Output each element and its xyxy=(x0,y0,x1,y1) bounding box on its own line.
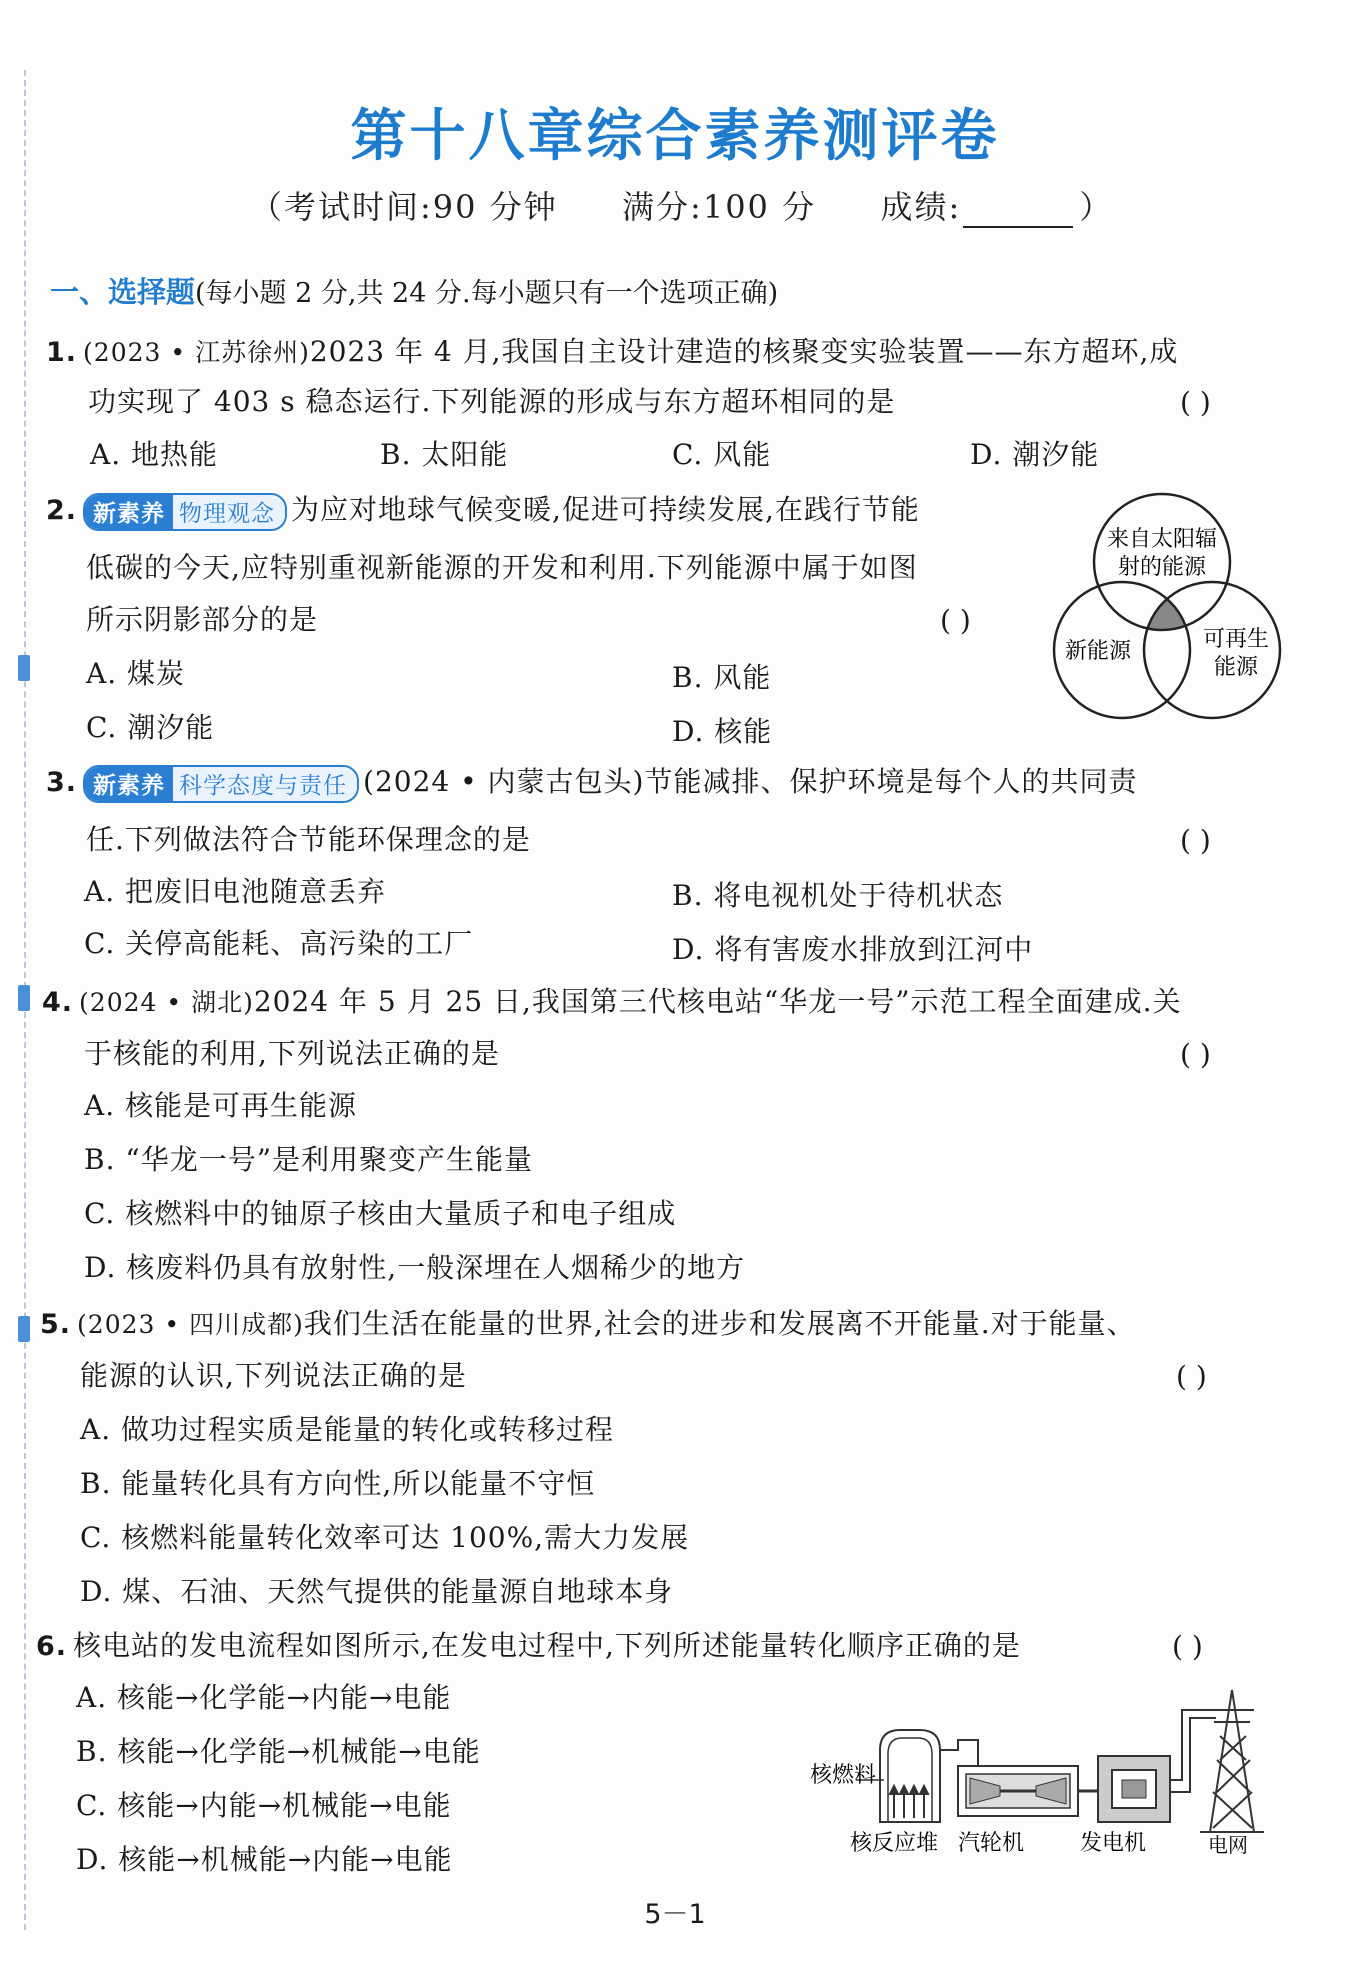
question-4-line-1 xyxy=(42,980,1181,1020)
option-b: B. 风能 xyxy=(672,661,772,694)
section-heading xyxy=(50,270,778,311)
label-turbine: 汽轮机 xyxy=(958,1831,1025,1856)
tag-topic: 科学态度与责任 xyxy=(173,767,357,801)
exam-time: 考试时间:90 分钟 xyxy=(284,188,558,226)
answer-paren[interactable]: ( ) xyxy=(1176,1360,1207,1393)
option-a: A. 地热能 xyxy=(90,438,219,471)
option-b: B. 核能→化学能→机械能→电能 xyxy=(76,1735,481,1768)
grade-label: 成绩: xyxy=(880,188,962,226)
option-a: A. 做功过程实质是能量的转化或转移过程 xyxy=(80,1413,615,1446)
option-d: D. 核废料仍具有放射性,一般深埋在人烟稀少的地方 xyxy=(84,1251,746,1284)
option-b: B. 能量转化具有方向性,所以能量不守恒 xyxy=(80,1467,596,1500)
question-3-line-2: 任.下列做法符合节能环保理念的是 xyxy=(86,823,531,856)
page-number: 5－1 xyxy=(644,1899,706,1930)
question-text: 我们生活在能量的世界,社会的进步和发展离不开能量.对于能量、 xyxy=(303,1307,1136,1340)
option-a: A. 把废旧电池随意丢弃 xyxy=(84,875,387,908)
section-title: 一、选择题 xyxy=(50,275,196,309)
answer-paren[interactable]: ( ) xyxy=(1180,386,1211,419)
venn-label-renewable-2: 能源 xyxy=(1213,655,1259,680)
option-c: C. 潮汐能 xyxy=(86,711,215,744)
margin-marker xyxy=(18,655,30,681)
margin-marker xyxy=(18,1316,30,1342)
venn-label-new-energy: 新能源 xyxy=(1064,639,1132,664)
answer-paren[interactable]: ( ) xyxy=(1180,824,1211,857)
question-2-line-1 xyxy=(46,488,920,531)
question-2-line-2: 低碳的今天,应特别重视新能源的开发和利用.下列能源中属于如图 xyxy=(86,551,918,584)
margin-marker xyxy=(18,985,30,1011)
venn-label-solar-1: 来自太阳辐 xyxy=(1106,527,1218,552)
venn-diagram xyxy=(1050,490,1290,730)
literacy-tag xyxy=(83,765,359,803)
tag-label: 新素养 xyxy=(85,495,173,529)
exam-full-score: 满分:100 分 xyxy=(622,188,817,226)
question-number: 3. xyxy=(46,767,78,798)
question-1-line-1 xyxy=(46,330,1178,370)
option-d: D. 核能 xyxy=(672,715,773,748)
answer-paren[interactable]: ( ) xyxy=(1172,1630,1203,1663)
option-a: A. 核能→化学能→内能→电能 xyxy=(76,1681,452,1714)
question-source: (2023 • 四川成都) xyxy=(77,1310,304,1339)
page-title: 第十八章综合素养测评卷 xyxy=(350,104,1000,169)
exam-info-close: ） xyxy=(1079,188,1114,226)
option-c: C. 核能→内能→机械能→电能 xyxy=(76,1789,452,1822)
tag-label: 新素养 xyxy=(85,767,173,801)
turbine-icon xyxy=(958,1766,1078,1816)
question-text: 2024 年 5 月 25 日,我国第三代核电站“华龙一号”示范工程全面建成.关 xyxy=(253,985,1182,1018)
question-2-line-3: 所示阴影部分的是 xyxy=(86,603,319,636)
label-grid: 电网 xyxy=(1208,1833,1248,1857)
option-d: D. 煤、石油、天然气提供的能量源自地球本身 xyxy=(80,1575,674,1608)
section-note: (每小题 2 分,共 24 分.每小题只有一个选项正确) xyxy=(195,278,779,309)
option-d: D. 核能→机械能→内能→电能 xyxy=(76,1843,453,1876)
question-1-line-2: 功实现了 403 s 稳态运行.下列能源的形成与东方超环相同的是 xyxy=(88,385,896,418)
label-nuclear-fuel: 核燃料 xyxy=(810,1763,877,1788)
answer-paren[interactable]: ( ) xyxy=(1180,1038,1211,1071)
question-number: 2. xyxy=(46,495,78,526)
question-number: 5. xyxy=(40,1309,72,1340)
option-c: C. 核燃料能量转化效率可达 100%,需大力发展 xyxy=(80,1521,690,1554)
literacy-tag xyxy=(83,493,287,531)
option-c: C. 风能 xyxy=(672,438,772,471)
option-c: C. 关停高能耗、高污染的工厂 xyxy=(84,927,474,960)
generator-icon xyxy=(1098,1756,1170,1822)
venn-label-solar-2: 射的能源 xyxy=(1117,555,1207,580)
option-d: D. 将有害废水排放到江河中 xyxy=(672,933,1034,966)
question-3-line-1 xyxy=(46,760,1137,803)
question-text: 2023 年 4 月,我国自主设计建造的核聚变实验装置——东方超环,成 xyxy=(309,335,1179,368)
option-b: B. “华龙一号”是利用聚变产生能量 xyxy=(84,1143,534,1176)
exam-info xyxy=(250,182,1113,228)
label-generator: 发电机 xyxy=(1080,1831,1147,1856)
label-reactor: 核反应堆 xyxy=(850,1831,939,1856)
question-source: (2024 • 湖北) xyxy=(79,988,254,1017)
question-6-line-1 xyxy=(36,1624,1021,1664)
exam-info-open: （ xyxy=(250,188,285,226)
power-tower-icon xyxy=(1200,1690,1264,1832)
question-5-line-1 xyxy=(40,1302,1136,1342)
option-b: B. 太阳能 xyxy=(380,438,509,471)
question-source: (2023 • 江苏徐州) xyxy=(83,338,310,367)
question-number: 1. xyxy=(46,337,78,368)
option-b: B. 将电视机处于待机状态 xyxy=(672,879,1004,912)
question-5-line-2: 能源的认识,下列说法正确的是 xyxy=(80,1359,467,1392)
nuclear-plant-diagram xyxy=(770,1680,1290,1860)
question-number: 4. xyxy=(42,987,74,1018)
tag-topic: 物理观念 xyxy=(173,495,285,529)
option-a: A. 煤炭 xyxy=(86,657,186,690)
venn-label-renewable-1: 可再生 xyxy=(1202,627,1270,652)
question-4-line-2: 于核能的利用,下列说法正确的是 xyxy=(84,1037,500,1070)
option-c: C. 核燃料中的铀原子核由大量质子和电子组成 xyxy=(84,1197,677,1230)
answer-paren[interactable]: ( ) xyxy=(940,604,971,637)
question-text: 为应对地球气候变暖,促进可持续发展,在践行节能 xyxy=(291,493,920,526)
option-d: D. 潮汐能 xyxy=(970,438,1100,471)
question-text: (2024 • 内蒙古包头)节能减排、保护环境是每个人的共同责 xyxy=(363,765,1138,798)
grade-blank[interactable] xyxy=(963,196,1073,228)
question-text: 核电站的发电流程如图所示,在发电过程中,下列所述能量转化顺序正确的是 xyxy=(73,1629,1021,1662)
question-number: 6. xyxy=(36,1631,68,1662)
option-a: A. 核能是可再生能源 xyxy=(84,1089,358,1122)
